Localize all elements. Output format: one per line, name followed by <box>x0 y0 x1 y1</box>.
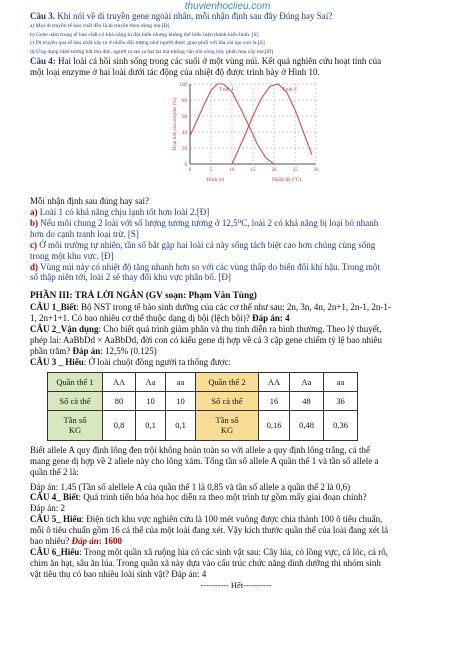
x-tick-label: 0 <box>188 168 192 174</box>
q4-stem <box>30 56 442 67</box>
y-axis-label: Hoạt tính của enzyme (%) <box>173 97 178 151</box>
table-cell: 80 <box>103 391 136 410</box>
table-cell: 16 <box>259 391 290 410</box>
table-cell: 0,48 <box>290 410 324 440</box>
c4-text: : Quá trình tiến hóa hóa học diễn ra theo một trình tự gồm mấy giai đoạn chính? <box>78 492 367 503</box>
y-tick-label: 100 <box>179 83 187 89</box>
c1-text: : Bộ NST trong tế bào sinh dưỡng của các cơ thể như sau: 2n, 3n, 4n, 2n+1, 2n-1, 2n-1- <box>76 302 391 313</box>
c6-line3 <box>30 569 442 580</box>
series-line <box>232 84 312 164</box>
c5-text-3: bao nhiêu? <box>30 536 72 547</box>
table-cell: aa <box>324 372 358 391</box>
c6-line1 <box>30 547 442 558</box>
table-cell: Quần thể 2 <box>196 372 259 391</box>
q3-option-c: c) Di truyền qua tế bào chất xảy ra ở nhiều đối tượng như người được giao phối với lừa cái tạo con la.[S] <box>30 40 265 47</box>
table-cell: Tần số KG <box>48 410 103 440</box>
c1-line1 <box>30 302 442 313</box>
c6-text-3: vật tiêu thụ có bao nhiêu loài sinh vật? <box>30 568 172 579</box>
c6-line2: chim ăn hạt, sâu ăn lúa. Trong quần xã này dựa vào cấu trúc chức năng dinh dưỡng thì nhóm sinh <box>30 557 381 568</box>
part3-heading: PHẦN III: TRẢ LỜI NGẮN (GV soạn: Phạm Văn Tùng) <box>30 291 257 302</box>
q4-answer-a <box>30 207 442 218</box>
table-cell: Số cá thể <box>196 391 259 410</box>
c2-text: : Cho biết quá trình giảm phân và thụ tinh diễn ra bình thường. Theo lý thuyết, <box>98 324 382 335</box>
enzyme-activity-chart <box>30 78 442 196</box>
q4-answer-b-key: b) <box>30 217 39 228</box>
hardy-weinberg-table <box>47 372 358 441</box>
y-tick-label: 80 <box>182 99 187 105</box>
table-cell: AA <box>103 372 136 391</box>
q4-answer-d <box>30 262 442 273</box>
q4-answer-b-cont: hơn do cạnh tranh loại trừ. [S] <box>30 228 139 239</box>
c2-line3 <box>30 346 442 357</box>
q4-label: Câu 4: <box>30 56 56 67</box>
q3-text: Khi nói về di truyền gene ngoài nhân, mỗi nhận định sau đây Đúng hay Sai? <box>55 11 333 21</box>
document-page <box>30 11 442 590</box>
q4-answer-b <box>30 218 442 229</box>
c1-line2 <box>30 313 442 324</box>
q3-option-b: b) Gene nằm trong tế bào chất có khả năng bị đột biến nhưng không thể biểu hiện thành kiểu hình. [S] <box>30 31 259 38</box>
c3-label: CÂU 3 _ Hiểu <box>30 356 84 367</box>
table-row <box>48 410 358 440</box>
q4-answer-d-text: Vùng núi này có nhiệt độ tăng nhanh hơn so với các vùng thấp do biến đổi khí hậu. Trong một <box>40 261 380 272</box>
q4-answers <box>30 207 442 283</box>
table-cell: 10 <box>136 391 166 410</box>
c2-answer-label: Đáp án <box>72 345 101 356</box>
c6-label: CÂU 6_Hiểu <box>30 546 80 557</box>
table-cell: Tần số KG <box>196 410 259 440</box>
x-tick-label: 30 <box>313 168 319 174</box>
y-tick-label: 60 <box>182 115 187 121</box>
q4-answer-a-text: Loài 1 có khả năng chịu lạnh tốt hơn loài 2.[Đ] <box>39 207 210 217</box>
c5-text: : Điện tích khu vực nghiên cứu là 100 mét vuông được chia thành 100 ô tiêu chuẩn, <box>81 514 383 525</box>
q3-label: Câu 3. <box>30 11 56 21</box>
table-cell: Aa <box>136 372 166 391</box>
x-tick-label: 25 <box>292 168 298 174</box>
c2-line2: phép lai: AaBbDd × AaBbDd, đời con có kiểu gene dị hợp về cả 3 cặp gene chiếm tỷ lệ bao nhiêu <box>30 335 382 346</box>
c1-answer: Đáp án: 4 <box>252 313 290 324</box>
q3-option-a: a) Mọi di truyền tế bào chất đều là di truyền theo dòng mẹ.[Đ] <box>30 22 170 29</box>
c3-after-3: quần thể 2 là: <box>30 466 79 477</box>
end-marker: ---------- Hết---------- <box>200 579 272 590</box>
x-tick-label: 20 <box>271 168 277 174</box>
chart-svg <box>30 78 442 196</box>
c5-line3 <box>30 536 442 547</box>
table-cell: 0,36 <box>324 410 358 440</box>
series-label: Loài 1 <box>219 86 234 93</box>
y-tick-label: 20 <box>182 147 187 153</box>
watermark: thuvienhoclieu.com <box>184 1 271 12</box>
table-cell: 10 <box>166 391 196 410</box>
c3-line1 <box>30 357 442 368</box>
c2-line1 <box>30 324 442 335</box>
x-tick-label: 10 <box>229 168 235 174</box>
table-cell: 0,1 <box>166 410 196 440</box>
table-cell: Số cá thể <box>48 391 103 410</box>
c3-text: : Ở loài chuột đồng người ta thống được: <box>83 356 232 367</box>
c3-answer: Đáp án: 1.45 (Tần số alellele A của quần thể 1 là 0,85 và tần số allele a quần thể 2 là 0,6) <box>30 481 351 492</box>
x-tick-label: 15 <box>250 168 256 174</box>
c2-label: CÂU 2_Vận dụng <box>30 324 99 335</box>
q4-answer-c <box>30 240 442 251</box>
x-tick-label: 5 <box>209 168 213 174</box>
table-row <box>48 391 358 410</box>
table-cell: 48 <box>290 391 324 410</box>
table-cell: 0,16 <box>259 410 290 440</box>
table-cell: 0,8 <box>103 410 136 440</box>
q4-answer-a-key: a) <box>30 207 38 217</box>
y-tick-label: 40 <box>182 131 187 137</box>
c2-answer-value: : 12,5% (0.125) <box>100 345 157 356</box>
c6-text: : Trong một quần xã ruộng lúa có các sinh vật sau: Cây lúa, cỏ lồng vực, cá lóc, cá rô, <box>79 546 389 557</box>
c6-answer: Đáp án: 4 <box>171 568 207 579</box>
c4-label: CÂU 4_ Biết <box>30 492 79 503</box>
series-label: Loài 2 <box>282 86 297 93</box>
c3-after-2: mang gene dị hợp về 2 allele này cho lông xám. Tổng tần số allele A quần thể 1 và tần số allele a <box>30 455 379 466</box>
c4-line1 <box>30 492 442 503</box>
y-tick-label: 0 <box>184 163 187 169</box>
q4-text-1: Hai loài cá hồi sinh sống trong các suối ở một vùng núi. Kết quả nghiên cứu hoạt tính của <box>55 56 382 67</box>
c1-label: CÂU 1_Biết <box>30 302 77 313</box>
q4-answer-c-cont: trong một khu vực. [Đ] <box>30 250 114 261</box>
c5-line1 <box>30 514 442 525</box>
q4-text-2: một loại enzyme ở hai loài dưới tác động của nhiệt độ được trình bày ở Hình 10. <box>30 67 320 78</box>
table-cell: Quần thể 1 <box>48 372 103 391</box>
figure-label: Hình 10 <box>206 177 224 184</box>
q4-answer-b-text: Nếu môi chung 2 loài với số lượng tương tương ở 12,5⁰C, loài 2 có khả năng bị loại bỏ nhanh <box>40 217 379 228</box>
table-cell: 0,1 <box>136 410 166 440</box>
x-axis-label: Nhiệt độ (°C) <box>271 177 302 184</box>
c1-text-2: 1, 2n+1+1. Có bao nhiêu cơ thể thuộc dạng dị bội (lệch bội)? <box>30 313 253 324</box>
q4-answer-c-text: Ở môi trường tự nhiên, tần số bắt gặp hai loài cá này sống tách biệt cao hơn chúng cùng sống <box>39 239 376 250</box>
q4-answer-c-key: c) <box>30 239 37 250</box>
q4-prompt: Mỗi nhận định sau đúng hay sai? <box>30 196 149 207</box>
table-cell: Aa <box>290 372 324 391</box>
c3-after-1: Biết allele A quy định lông đen trội không hoàn toàn so với allele a quy định lông trắng, cá thể <box>30 444 370 455</box>
q3-option-d: d) Ứng dụng hiện tượng bất thụ đực, người ta tạo ra hạt lai mà không cần tốn công hủy phấn hoa cây mẹ.[Đ] <box>30 48 273 55</box>
q4-answer-d-key: d) <box>30 261 39 272</box>
c5-line2: mỗi ô tiêu chuẩn gồm 16 cá thể của một loài đang xét. Vậy kích thước quần thể của loài đang xét là <box>30 525 389 536</box>
c4-answer: Đáp án: 2 <box>30 503 65 514</box>
c5-answer-value: : 1600 <box>98 536 122 547</box>
q4-answer-d-cont: số thập niên tới, loài 2 sẽ thay đổi khu vực phân bố. [Đ] <box>30 272 231 283</box>
table-cell: 36 <box>324 391 358 410</box>
c5-answer-label: Đáp án <box>71 536 99 547</box>
c2-text-3: phần trăm? <box>30 345 73 356</box>
table-row <box>48 372 358 391</box>
c5-label: CÂU 5_ Hiểu <box>30 514 82 525</box>
table-cell: AA <box>259 372 290 391</box>
q3-title <box>30 11 442 22</box>
table-cell: aa <box>166 372 196 391</box>
